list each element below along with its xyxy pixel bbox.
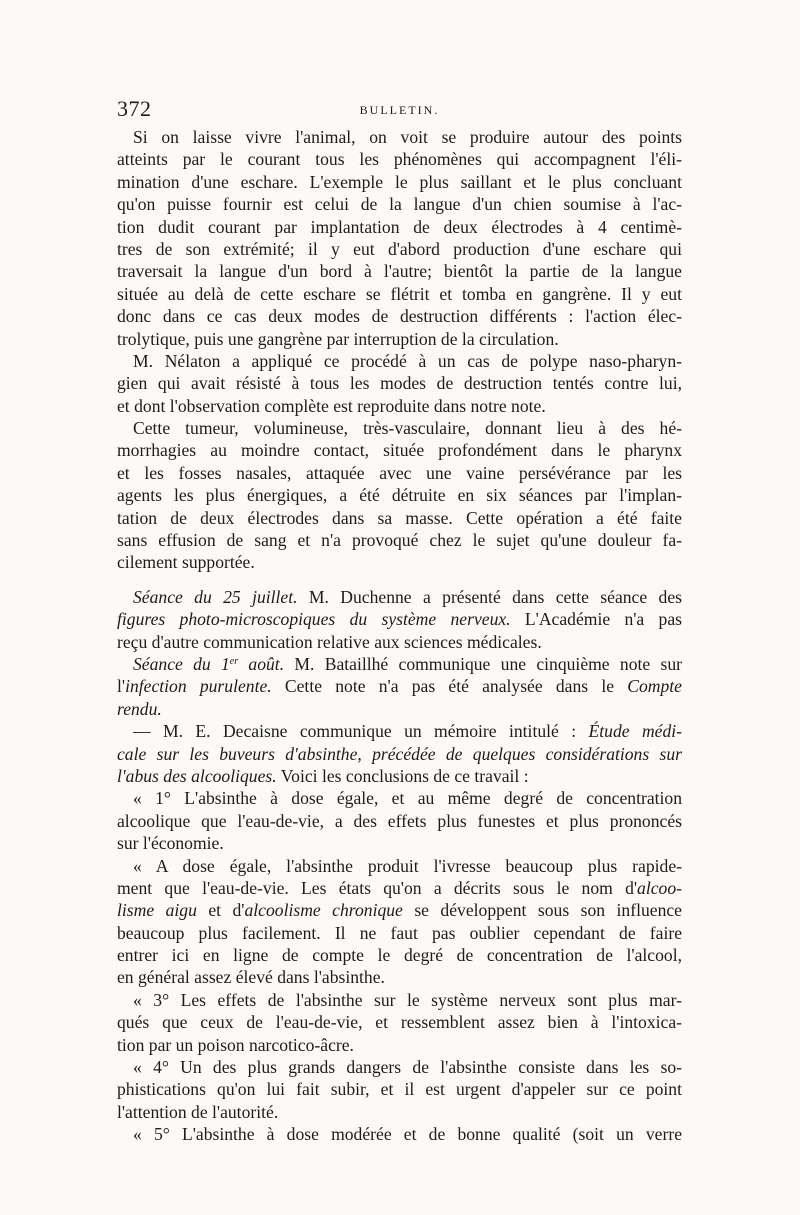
text-line: atteints par le courant tous les phénomènes qui accompagnent l'éli-: [117, 149, 682, 170]
text-line: sans effusion de sang et n'a provoqué chez le sujet qu'une douleur fa-: [117, 530, 682, 551]
text-line: tres de son extrémité; il y eut d'abord production d'une eschare qui: [117, 238, 682, 259]
term: alcoolisme chronique: [244, 900, 403, 921]
conclusion-2: [117, 855, 682, 989]
text-line: « 1° L'absinthe à dose égale, et au même degré de concentration: [133, 788, 682, 809]
text-line: traversait la langue d'un bord à l'autre; bientôt la partie de la langue: [117, 261, 682, 282]
text-line: agents les plus énergiques, a été détruite en six séances par l'implan-: [117, 485, 682, 506]
text-line: [117, 743, 682, 765]
text-line: morrhagies au moindre contact, située profondément dans le pharynx: [117, 440, 682, 461]
text-line: Si on laisse vivre l'animal, on voit se produire autour des points: [133, 127, 682, 147]
text-line: [117, 698, 682, 720]
conclusion-4: [117, 1056, 682, 1123]
text-line: et les fosses nasales, attaquée avec une vaine persévérance par les: [117, 462, 682, 483]
text-line: — M. E. Decaisne communique un mémoire intitulé : Étude médi-: [133, 721, 683, 742]
text-line: « 3° Les effets de l'absinthe sur le système nerveux sont plus mar-: [133, 989, 682, 1010]
text-line: et dont l'observation complète est reproduite dans notre note.: [117, 395, 546, 416]
text-line: « 4° Un des plus grands dangers de l'absinthe consiste dans les so-: [133, 1057, 682, 1078]
text-line: entrer ici en ligne de compte le degré de concentration de l'alcool,: [117, 945, 682, 966]
work-title: l'abus des alcooliques.: [117, 765, 277, 786]
work-title: rendu.: [117, 698, 162, 719]
text-line: beaucoup plus facilement. Il ne faut pas oublier cependant de faire: [117, 922, 682, 943]
work-title: cale sur les buveurs d'absinthe, précédée de quelques considérations sur: [117, 743, 682, 764]
text-line: tation de deux électrodes dans sa masse. Cette opération a été faite: [117, 507, 682, 528]
text-line: l'infection purulente. Cette note n'a pas été analysée dans le Compte: [117, 676, 682, 697]
text-line: figures photo-microscopiques du système nerveux. L'Académie n'a pas: [117, 609, 682, 630]
text-line: mination d'une eschare. L'exemple le plus saillant et le plus concluant: [117, 171, 682, 192]
work-title: infection purulente.: [125, 676, 272, 697]
session-date: Séance du 1er août.: [133, 653, 285, 674]
text-line: « A dose égale, l'absinthe produit l'ivresse beaucoup plus rapide-: [133, 855, 682, 876]
page-number: 372: [117, 96, 152, 121]
work-title: Compte: [627, 676, 682, 697]
term: alcoo-: [637, 877, 682, 898]
paragraph-seance-25-juillet: [117, 586, 682, 653]
session-date: Séance du 25 juillet.: [133, 586, 298, 607]
work-title: figures photo-microscopiques du système nerveux.: [117, 609, 511, 630]
paragraph-tumor: [117, 417, 682, 574]
text-line: située au delà de cette eschare se flétrit et tomba en gangrène. Il y eut: [117, 283, 682, 304]
text-line: lisme aigu et d'alcoolisme chronique se développent sous son influence: [117, 900, 682, 921]
page-body: [117, 126, 682, 1146]
text-line: Séance du 25 juillet. M. Duchenne a présenté dans cette séance des: [133, 586, 682, 607]
text-line: tion dudit courant par implantation de deux électrodes à 4 centimè-: [117, 216, 682, 237]
text-line: l'abus des alcooliques. Voici les conclusions de ce travail :: [117, 765, 529, 786]
term: lisme aigu: [117, 900, 197, 921]
section-gap: [117, 574, 682, 586]
text-line: sur l'économie.: [117, 833, 224, 854]
text-line: alcoolique que l'eau-de-vie, a des effets plus funestes et plus prononcés: [117, 810, 682, 831]
paragraph-seance-1-aout: [117, 653, 682, 720]
text-line: « 5° L'absinthe à dose modérée et de bonne qualité (soit un verre: [133, 1124, 682, 1145]
text-line: cilement supportée.: [117, 552, 255, 573]
text-line: en général assez élevé dans l'absinthe.: [117, 967, 385, 988]
running-title: BULLETIN.: [359, 103, 440, 117]
paragraph-nelaton: [117, 350, 682, 417]
text-line: Cette tumeur, volumineuse, très-vasculaire, donnant lieu à des hé-: [133, 418, 682, 439]
text-line: l'attention de l'autorité.: [117, 1101, 279, 1122]
paragraph-decaisne: [117, 720, 682, 787]
text-line: M. Nélaton a appliqué ce procédé à un cas de polype naso-pharyn-: [133, 350, 682, 371]
text-line: tion par un poison narcotico-âcre.: [117, 1034, 354, 1055]
conclusion-3: [117, 989, 682, 1056]
text-line: donc dans ce cas deux modes de destruction différents : l'action élec-: [117, 306, 682, 327]
text-line: qu'on puisse fournir est celui de la langue d'un chien soumise à l'ac-: [117, 194, 682, 215]
text-line: trolytique, puis une gangrène par interruption de la circulation.: [117, 328, 559, 349]
page-header: [117, 96, 682, 122]
text-line: Séance du 1er août. M. Bataillhé communique une cinquième note sur: [133, 653, 682, 674]
conclusion-1: [117, 787, 682, 854]
paragraph-animal-experiment: [117, 126, 682, 350]
text-line: phistications qu'on lui fait subir, et il est urgent d'appeler sur ce point: [117, 1079, 682, 1100]
conclusion-5: [117, 1123, 682, 1145]
text-line: reçu d'autre communication relative aux sciences médicales.: [117, 631, 542, 652]
text-line: qués que ceux de l'eau-de-vie, et ressemblent assez bien à l'intoxica-: [117, 1012, 682, 1033]
text-line: ment que l'eau-de-vie. Les états qu'on a décrits sous le nom d'alcoo-: [117, 877, 682, 898]
text-line: gien qui avait résisté à tous les modes de destruction tentés contre lui,: [117, 373, 682, 394]
work-title: Étude médi-: [588, 721, 683, 742]
